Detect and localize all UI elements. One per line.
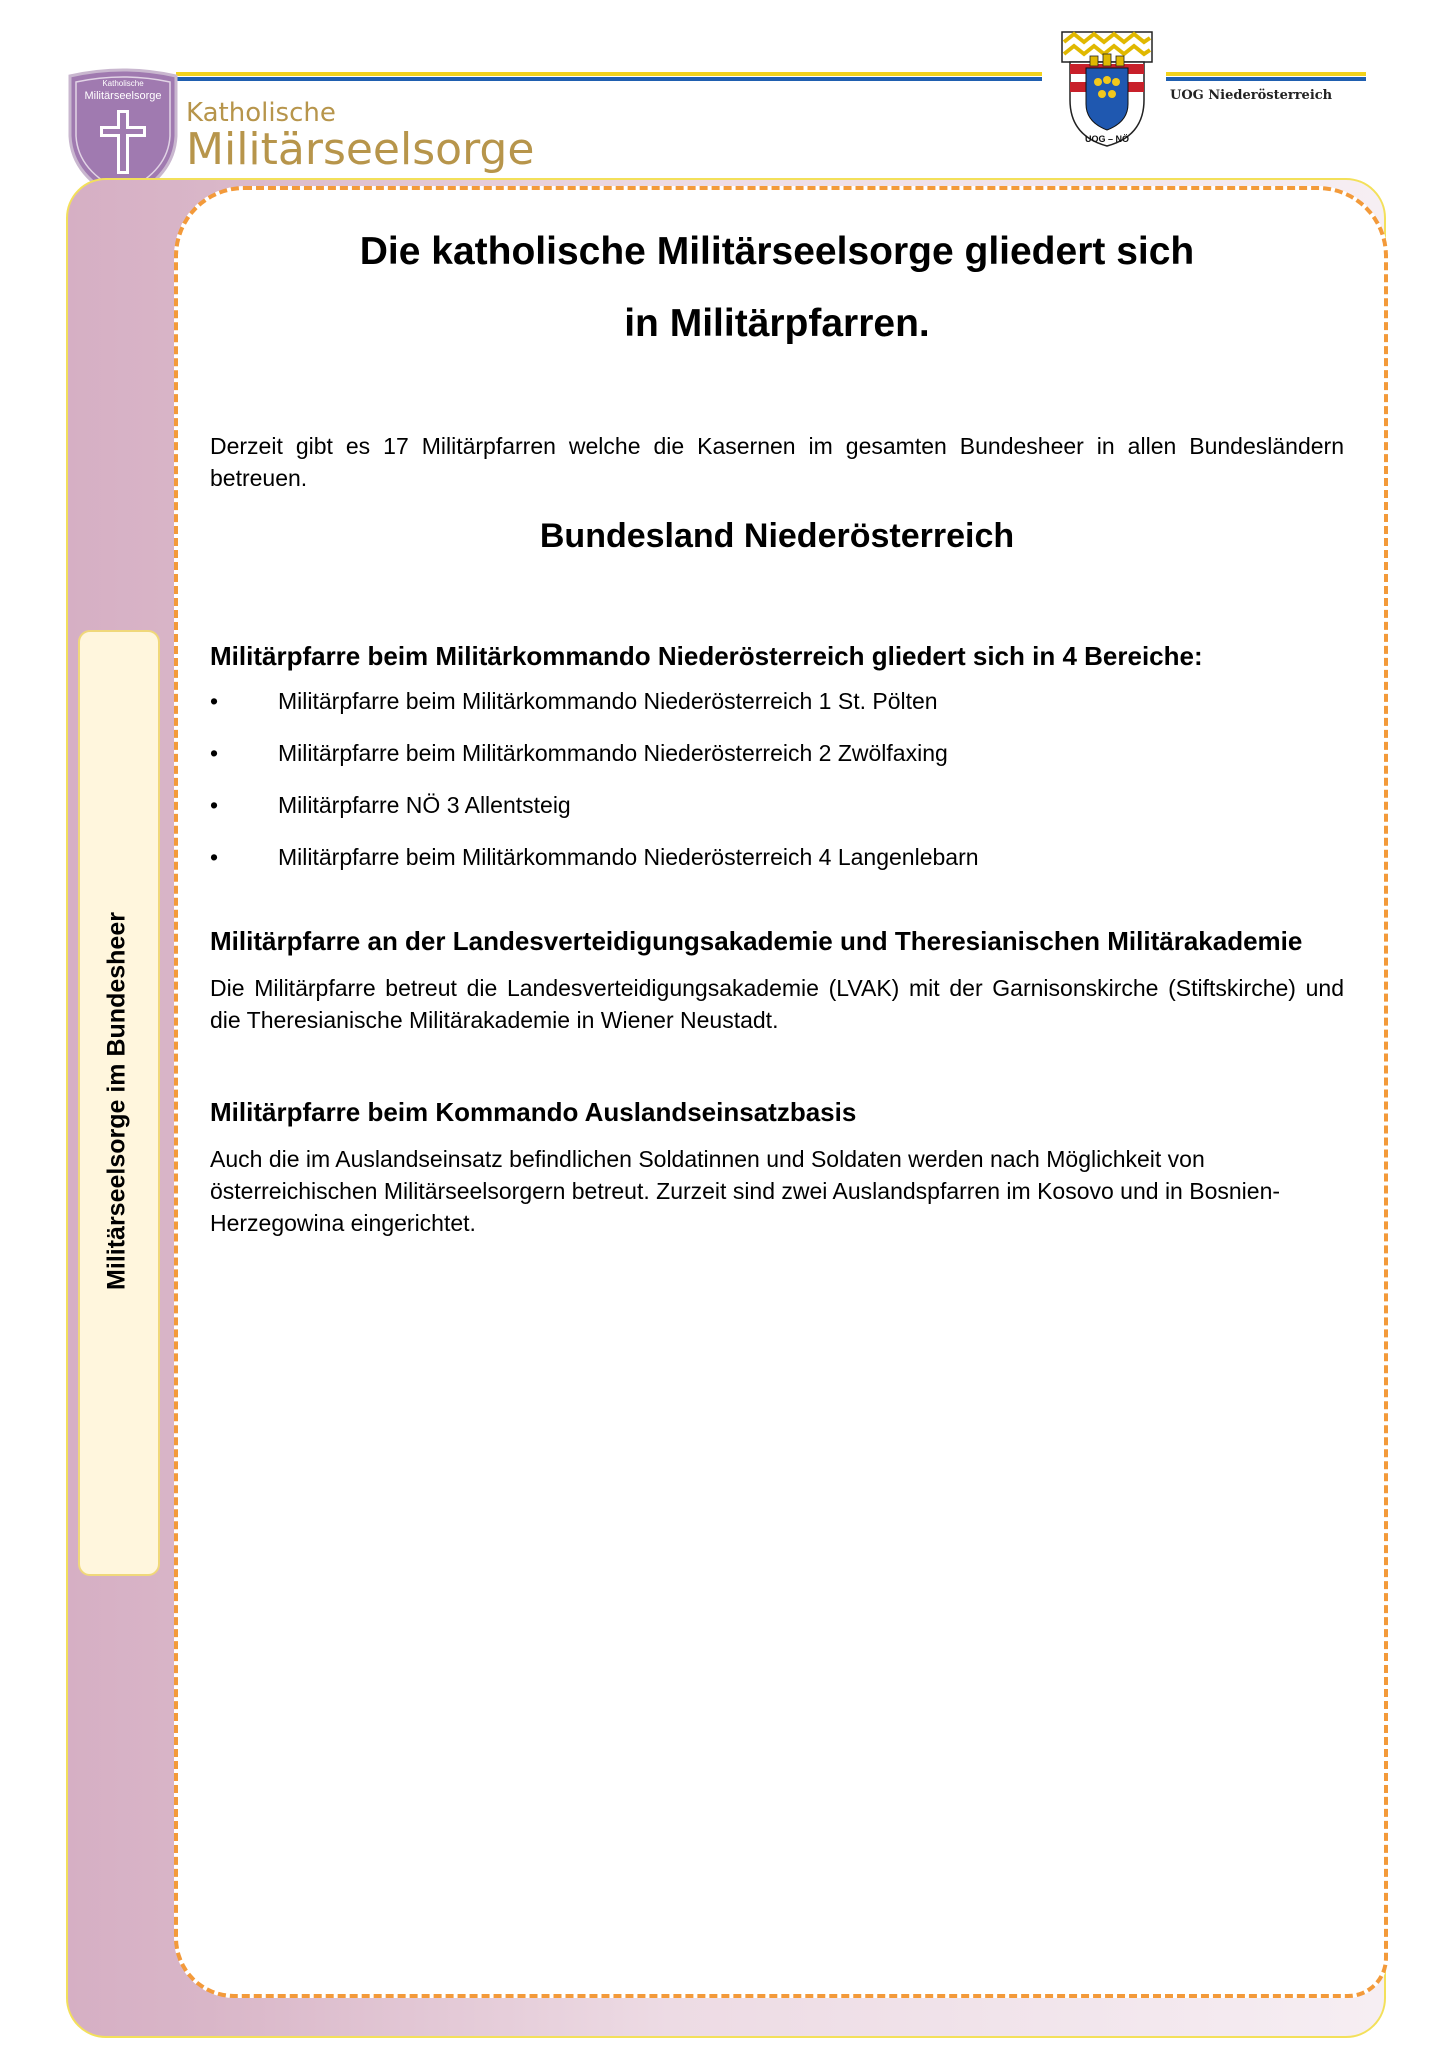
- org-name: UOG Niederösterreich: [1170, 88, 1333, 103]
- logo-badge-line2: Militärseelsorge: [84, 90, 162, 102]
- list-item: [210, 843, 1344, 871]
- brand-line1: Katholische: [186, 98, 336, 128]
- brand-wordmark: [186, 98, 535, 175]
- state-heading: Bundesland Niederösterreich: [539, 517, 1015, 555]
- header-line-blue-left: [176, 77, 1042, 81]
- list-item-text: Militärpfarre beim Militärkommando Niederösterreich 4 Langenlebarn: [278, 844, 979, 870]
- logo-badge-line1: Katholische: [102, 79, 144, 88]
- list-item-text: Militärpfarre beim Militärkommando Niederösterreich 1 St. Pölten: [278, 688, 938, 714]
- bullet: •: [210, 740, 219, 766]
- section1-heading: Militärpfarre beim Militärkommando Niederösterreich gliedert sich in 4 Bereiche:: [210, 641, 1203, 671]
- main-content: [210, 200, 1344, 1239]
- title-line2: in Militärpfarren.: [624, 302, 930, 345]
- bullet: •: [210, 792, 219, 818]
- crest-text: UOG – NÖ: [1084, 134, 1130, 144]
- title-line1: Die katholische Militärseelsorge gliedert sich: [359, 230, 1195, 273]
- list-item: [210, 791, 1344, 819]
- page-title: [210, 216, 1344, 360]
- sidebar-label: Militärseelsorge im Bundesheer: [102, 912, 131, 1290]
- intro-paragraph: Derzeit gibt es 17 Militärpfarren welche die Kasernen im gesamten Bundesheer in allen Bundesländern betreuen.: [210, 433, 1344, 491]
- section3-text: Auch die im Auslandseinsatz befindlichen Soldatinnen und Soldaten werden nach Möglichkeit von österreichischen Militärseelsorgern betreut. Zurzeit sind zwei Auslandspfarren im Kosovo und in Bosnien-Herzegowina eingerichtet.: [210, 1146, 1281, 1236]
- bullet: •: [210, 844, 219, 870]
- header-line-blue-right: [1166, 77, 1366, 81]
- section-lvak: [210, 925, 1344, 1036]
- header-line-yellow-left: [176, 72, 1042, 76]
- section-auslandseinsatz: [210, 1096, 1344, 1239]
- list-item: [210, 687, 1344, 715]
- section-noe-command: [210, 640, 1344, 871]
- brand-line2: Militärseelsorge: [186, 124, 535, 175]
- list-item-text: Militärpfarre NÖ 3 Allentsteig: [278, 792, 571, 818]
- list-item-text: Militärpfarre beim Militärkommando Niederösterreich 2 Zwölfaxing: [278, 740, 948, 766]
- header-line-yellow-right: [1166, 72, 1366, 76]
- section2-heading: Militärpfarre an der Landesverteidigungsakademie und Theresianischen Militärakademie: [210, 926, 1303, 956]
- uog-noe-crest-logo: [1060, 30, 1154, 148]
- bullet: •: [210, 688, 219, 714]
- section3-heading: Militärpfarre beim Kommando Auslandseinsatzbasis: [210, 1097, 857, 1127]
- section2-text: Die Militärpfarre betreut die Landesverteidigungsakademie (LVAK) mit der Garnisonskirche (Stiftskirche) und die Theresianische Militärakademie in Wiener Neustadt.: [210, 975, 1344, 1033]
- section1-list: [210, 687, 1344, 871]
- list-item: [210, 739, 1344, 767]
